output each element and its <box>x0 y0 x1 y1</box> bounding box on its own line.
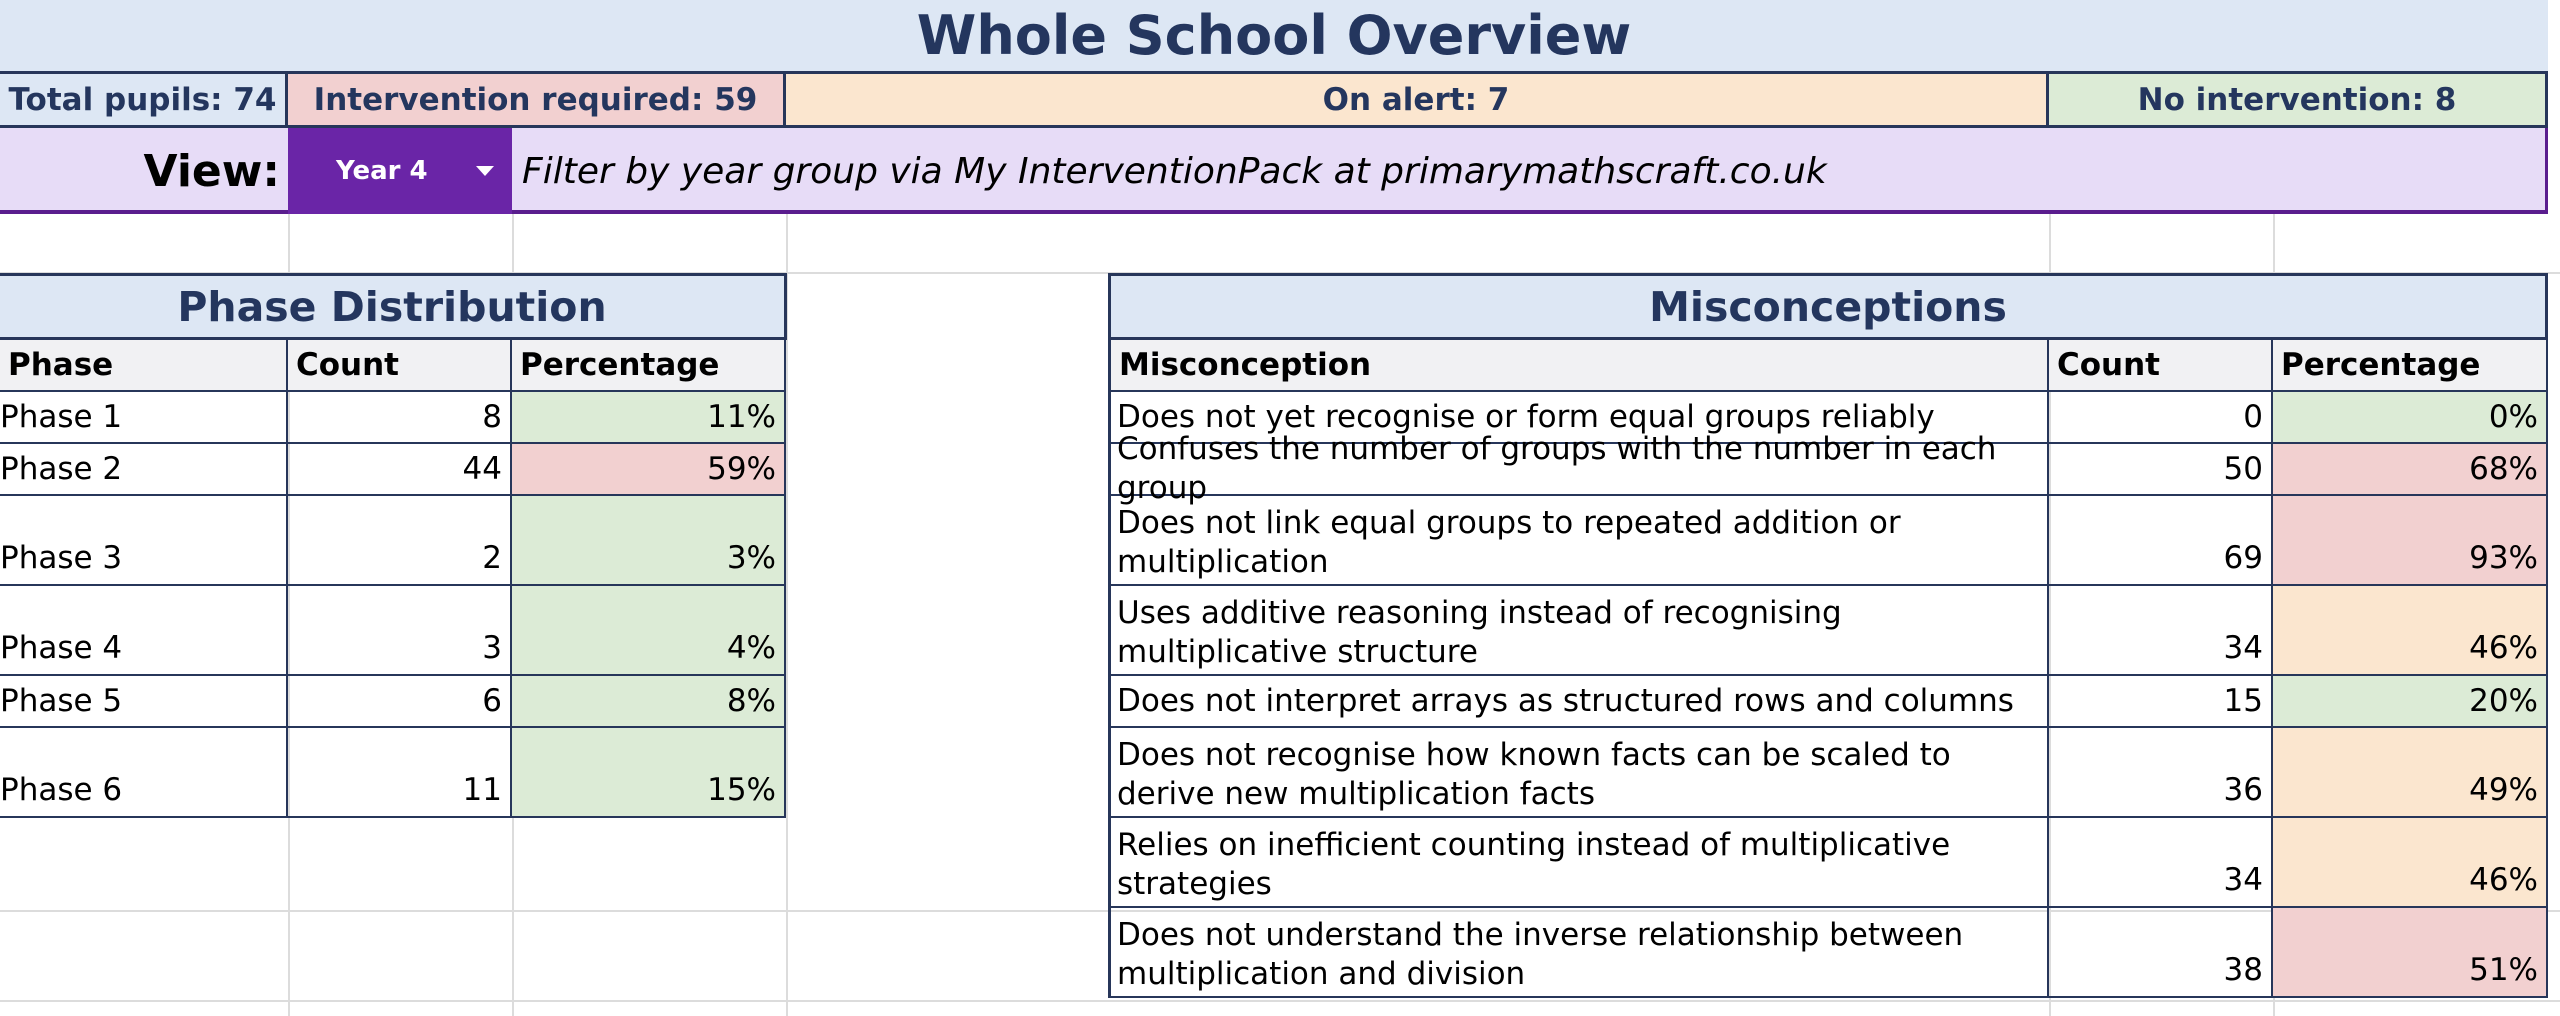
phase-column-header: Phase <box>0 340 288 392</box>
no-intervention-stat: No intervention: 8 <box>2049 74 2548 128</box>
phase-percentage-cell: 3% <box>512 496 786 586</box>
total-pupils-stat: Total pupils: 74 <box>0 74 288 128</box>
misconception-percentage-cell: 51% <box>2273 908 2548 998</box>
phase-count-cell: 2 <box>288 496 512 586</box>
intervention-required-stat: Intervention required: 59 <box>288 74 786 128</box>
misconception-count-cell: 50 <box>2049 444 2273 496</box>
filter-note: Filter by year group via My InterventionPack at primarymathscraft.co.uk <box>522 150 1827 192</box>
phase-distribution-title: Phase Distribution <box>0 273 787 340</box>
misconception-count-cell: 36 <box>2049 728 2273 818</box>
misconception-count-cell: 34 <box>2049 586 2273 676</box>
misconception-text-cell: Uses additive reasoning instead of recognising multiplicative structure <box>1108 586 2049 676</box>
misconception-text-cell: Does not yet recognise or form equal groups reliably <box>1108 392 2049 444</box>
phase-percentage-cell: 4% <box>512 586 786 676</box>
count-column-header: Count <box>288 340 512 392</box>
misconception-percentage-cell: 49% <box>2273 728 2548 818</box>
phase-percentage-cell: 11% <box>512 392 786 444</box>
count-column-header: Count <box>2049 340 2273 392</box>
phase-name-cell: Phase 4 <box>0 586 288 676</box>
misconception-percentage-cell: 20% <box>2273 676 2548 728</box>
phase-name-cell: Phase 5 <box>0 676 288 728</box>
misconception-count-cell: 0 <box>2049 392 2273 444</box>
misconception-text-cell: Does not link equal groups to repeated addition or multiplication <box>1108 496 2049 586</box>
misconception-text-cell: Relies on inefficient counting instead of multiplicative strategies <box>1108 818 2049 908</box>
misconception-count-cell: 38 <box>2049 908 2273 998</box>
misconception-text-cell: Confuses the number of groups with the number in each group <box>1108 444 2049 496</box>
misconception-count-cell: 69 <box>2049 496 2273 586</box>
misconceptions-title: Misconceptions <box>1108 273 2548 340</box>
misconception-count-cell: 34 <box>2049 818 2273 908</box>
phase-percentage-cell: 8% <box>512 676 786 728</box>
phase-count-cell: 11 <box>288 728 512 818</box>
misconception-count-cell: 15 <box>2049 676 2273 728</box>
phase-name-cell: Phase 3 <box>0 496 288 586</box>
phase-percentage-cell: 15% <box>512 728 786 818</box>
phase-count-cell: 3 <box>288 586 512 676</box>
misconception-text-cell: Does not interpret arrays as structured rows and columns <box>1108 676 2049 728</box>
misconception-percentage-cell: 68% <box>2273 444 2548 496</box>
misconception-percentage-cell: 46% <box>2273 818 2548 908</box>
phase-name-cell: Phase 1 <box>0 392 288 444</box>
phase-name-cell: Phase 2 <box>0 444 288 496</box>
misconception-column-header: Misconception <box>1108 340 2049 392</box>
phase-percentage-cell: 59% <box>512 444 786 496</box>
misconception-text-cell: Does not understand the inverse relationship between multiplication and division <box>1108 908 2049 998</box>
view-label: View: <box>143 145 280 197</box>
chevron-down-icon[interactable] <box>476 166 494 176</box>
phase-count-cell: 8 <box>288 392 512 444</box>
grid-row-line <box>0 1000 2560 1002</box>
year-group-dropdown[interactable] <box>288 128 512 214</box>
page-title: Whole School Overview <box>0 0 2548 74</box>
year-group-selected: Year 4 <box>336 156 428 186</box>
percentage-column-header: Percentage <box>512 340 786 392</box>
misconception-percentage-cell: 0% <box>2273 392 2548 444</box>
phase-name-cell: Phase 6 <box>0 728 288 818</box>
on-alert-stat: On alert: 7 <box>786 74 2049 128</box>
misconception-percentage-cell: 46% <box>2273 586 2548 676</box>
phase-count-cell: 44 <box>288 444 512 496</box>
phase-count-cell: 6 <box>288 676 512 728</box>
percentage-column-header: Percentage <box>2273 340 2548 392</box>
misconception-percentage-cell: 93% <box>2273 496 2548 586</box>
misconception-text-cell: Does not recognise how known facts can be scaled to derive new multiplication facts <box>1108 728 2049 818</box>
